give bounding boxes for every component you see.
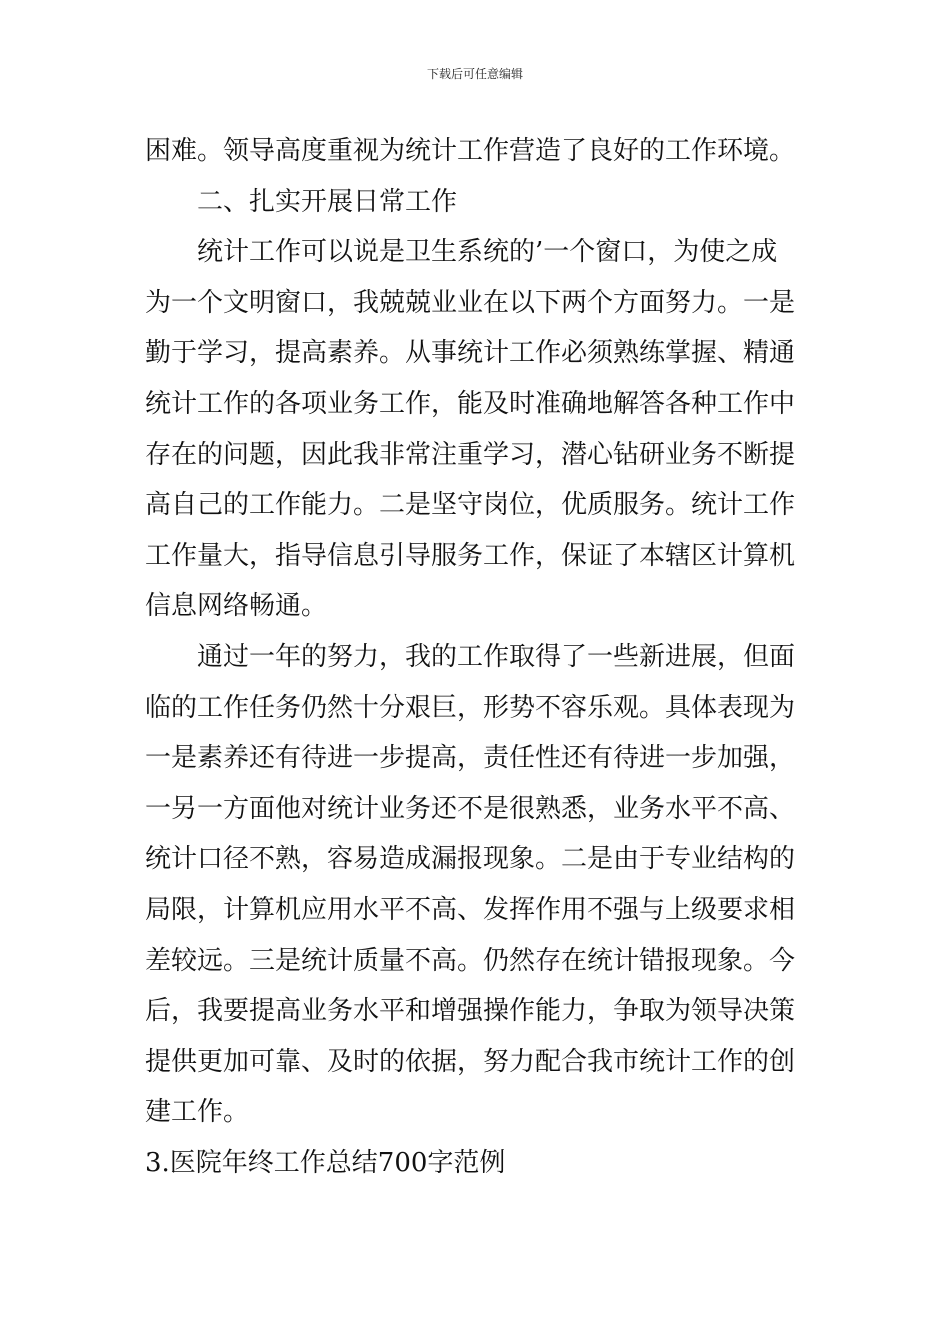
text-line: 建工作。 (145, 1097, 250, 1128)
text-line: 统计工作的各项业务工作，能及时准确地解答各种工作中 (145, 388, 796, 419)
page-header: 下载后可任意编辑 (426, 67, 523, 81)
text-line: 通过一年的努力，我的工作取得了一些新进展，但面 (197, 641, 796, 672)
text-line: 存在的问题，因此我非常注重学习，潜心钻研业务不断提 (145, 439, 796, 470)
text-line: 为一个文明窗口，我兢兢业业在以下两个方面努力。一是 (145, 287, 796, 318)
text-line: 临的工作任务仍然十分艰巨，形势不容乐观。具体表现为 (145, 692, 796, 723)
text-line: 工作量大，指导信息引导服务工作，保证了本辖区计算机 (145, 540, 796, 571)
text-line: 差较远。三是统计质量不高。仍然存在统计错报现象。今 (145, 945, 796, 976)
text-line: 一是素养还有待进一步提高，责任性还有待进一步加强， (145, 743, 796, 774)
text-line: 3.医院年终工作总结700字范例 (145, 1147, 506, 1178)
text-line: 统计口径不熟，容易造成漏报现象。二是由于专业结构的 (145, 844, 796, 875)
text-line: 高自己的工作能力。二是坚守岗位，优质服务。统计工作 (145, 490, 796, 521)
text-line: 统计工作可以说是卫生系统的’一个窗口，为使之成 (197, 237, 778, 268)
text-line: 一另一方面他对统计业务还不是很熟悉，业务水平不高、 (145, 793, 796, 824)
text-line: 提供更加可靠、及时的依据，努力配合我市统计工作的创 (145, 1046, 796, 1077)
text-line: 局限，计算机应用水平不高、发挥作用不强与上级要求相 (145, 894, 796, 925)
text-line: 勤于学习，提高素养。从事统计工作必须熟练掌握、精通 (145, 338, 796, 369)
document-body (145, 126, 807, 1188)
text-line: 二、扎实开展日常工作 (197, 186, 458, 217)
text-line: 困难。领导高度重视为统计工作营造了良好的工作环境。 (145, 136, 796, 166)
text-line: 后，我要提高业务水平和增强操作能力，争取为领导决策 (145, 996, 796, 1027)
text-line: 信息网络畅通。 (145, 591, 328, 622)
